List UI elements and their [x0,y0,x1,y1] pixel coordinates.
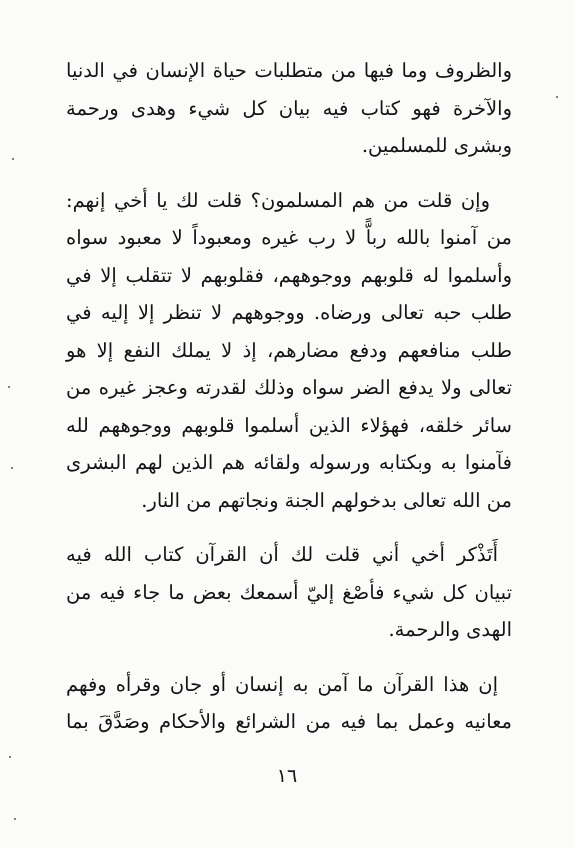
text-line: سائر خلقه، فهؤلاء الذين أسلموا قلوبهم ووجوههم لله [66,413,512,437]
scan-speck [11,467,13,469]
paragraph-3 [66,536,512,649]
text-line: تبيان كل شيء فأصْغ إليّ أسمعك بعض ما جاء فيه من [66,580,512,604]
text-line: فآمنوا به وبكتابه ورسوله ولقائه هم الذين لهم البشرى [66,451,512,474]
page-body-text [66,52,512,741]
paragraph-2 [66,182,512,520]
text-line: معانيه وعمل بما فيه من الشرائع والأحكام وصَدَّقَ بما [66,710,512,733]
text-line: وأسلموا له قلوبهم ووجوههم، فقلوبهم لا تتقلب إلا في [66,263,512,287]
text-line: الهدى والرحمة. [388,618,512,641]
text-line: تعالى ولا يدفع الضر سواه وذلك لقدرته وعجز غيره من [66,376,512,399]
text-line: والظروف وما فيها من متطلبات حياة الإنسان في الدنيا [66,59,512,82]
page-number: ١٦ [276,765,298,787]
scan-speck [14,818,16,820]
text-line: طلب حبه تعالى ورضاه. ووجوههم لا تنظر إلا إليه في [66,301,512,324]
text-line: من الله تعالى بدخولهم الجنة ونجاتهم من النار. [141,488,512,512]
scan-speck [8,386,10,388]
text-line: طلب منافعهم ودفع مضارهم، إذ لا يملك النفع إلا هو [66,338,512,362]
text-line: وبشرى للمسلمين. [361,134,512,157]
scan-speck [12,158,14,160]
text-line: أَتَذْكر أخي أني قلت لك أن القرآن كتاب الله فيه [66,543,498,566]
scan-speck [9,756,11,758]
paragraph-1 [66,52,512,165]
paragraph-4 [66,666,512,741]
text-line: والآخرة فهو كتاب فيه بيان كل شيء وهدى ورحمة [66,96,512,120]
scan-speck [556,96,558,98]
text-line: من آمنوا بالله رباًّ لا رب غيره ومعبوداً لا معبود سواه [66,226,512,249]
text-line: وإن قلت من هم المسلمون؟ قلت لك يا أخي إنهم: [66,188,490,212]
text-line: إن هذا القرآن ما آمن به إنسان أو جان وقرأه وفهم [66,672,498,696]
